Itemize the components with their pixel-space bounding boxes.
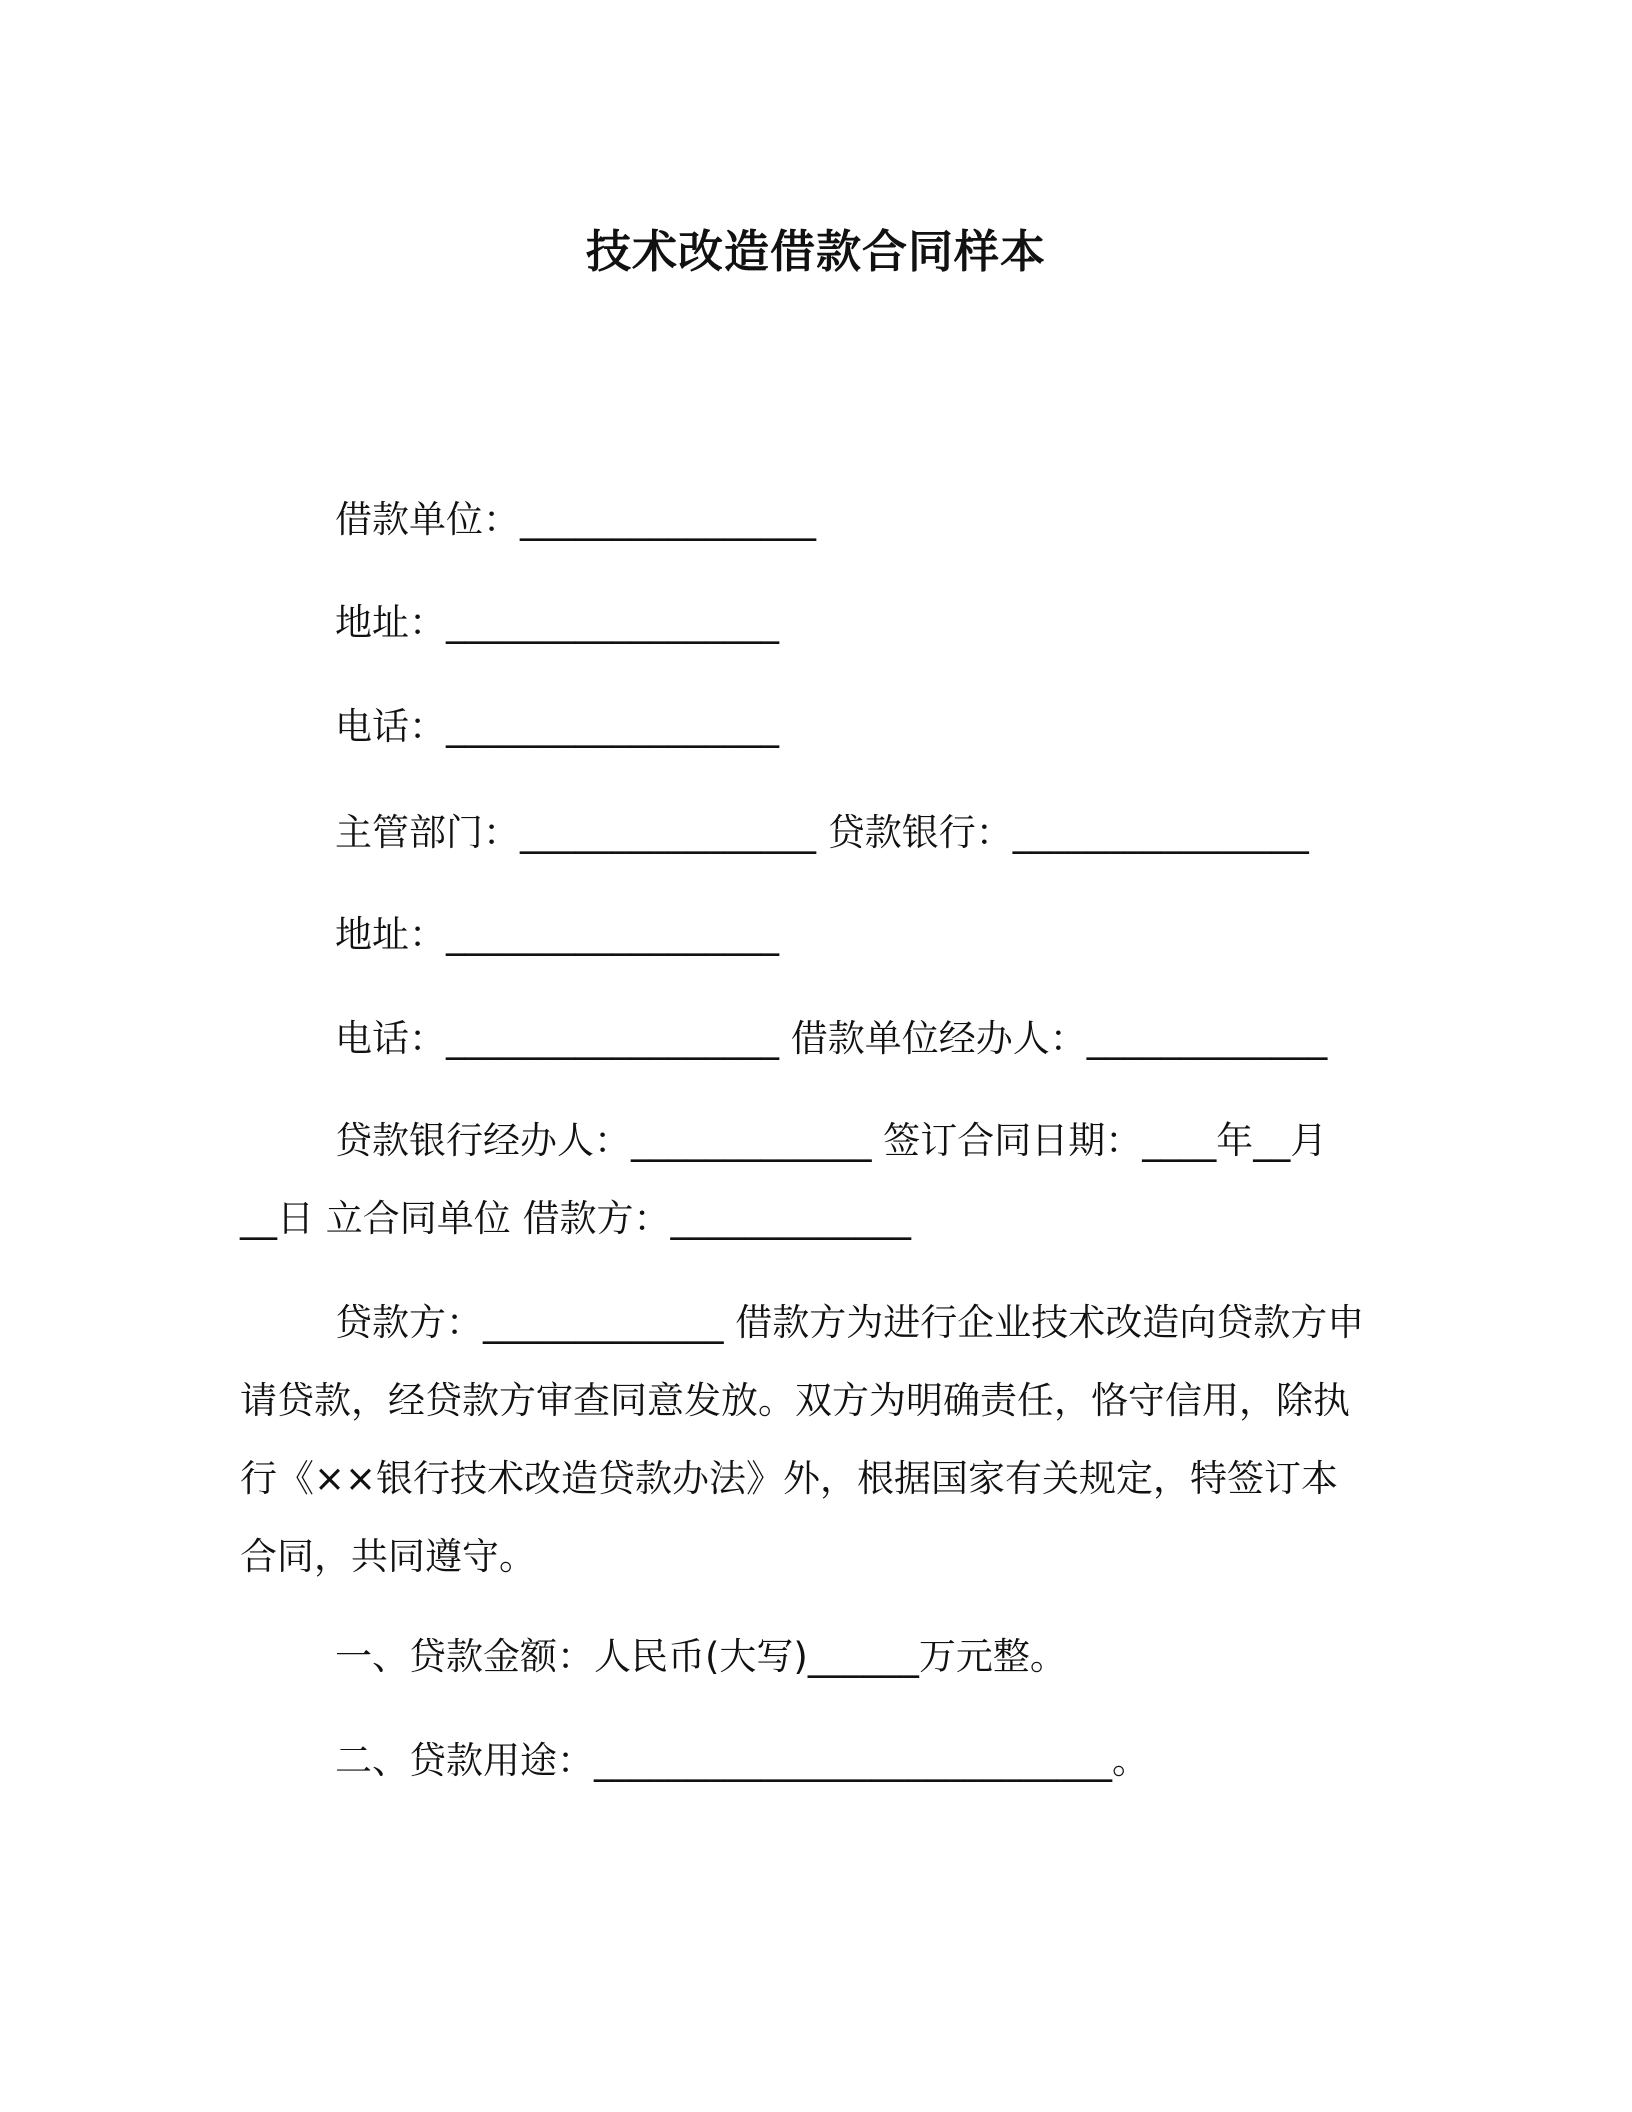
address-line-2: 地址：__________________ — [335, 913, 779, 956]
phone-agent-line: 电话：__________________ 借款单位经办人：_____________ — [335, 1017, 1328, 1060]
phone-line-1: 电话：__________________ — [335, 705, 779, 748]
lender-line-3: 行《××银行技术改造贷款办法》外，根据国家有关规定，特签订本 — [240, 1457, 1339, 1500]
lender-paragraph — [240, 1284, 1380, 1596]
lender-line-2: 请贷款，经贷款方审查同意发放。双方为明确责任，恪守信用，除执 — [240, 1379, 1350, 1422]
lender-line-1: 贷款方：_____________ 借款方为进行企业技术改造向贷款方申 — [335, 1301, 1365, 1344]
address-line-1: 地址：__________________ — [335, 601, 779, 644]
bank-agent-date-line: 贷款银行经办人：_____________ 签订合同日期：____年__月 — [335, 1119, 1328, 1162]
agent-date-paragraph — [240, 1102, 1380, 1258]
lender-line-4: 合同，共同遵守。 — [240, 1535, 536, 1578]
borrower-line: 借款单位：________________ — [335, 498, 816, 541]
loan-amount-clause: 一、贷款金额：人民币(大写)______万元整。 — [335, 1635, 1067, 1678]
dept-bank-line: 主管部门：________________ 贷款银行：________________ — [335, 811, 1309, 854]
loan-purpose-clause: 二、贷款用途：____________________________。 — [335, 1739, 1149, 1782]
date-party-line: __日 立合同单位 借款方：_____________ — [240, 1197, 912, 1240]
document-title: 技术改造借款合同样本 — [585, 225, 1046, 278]
